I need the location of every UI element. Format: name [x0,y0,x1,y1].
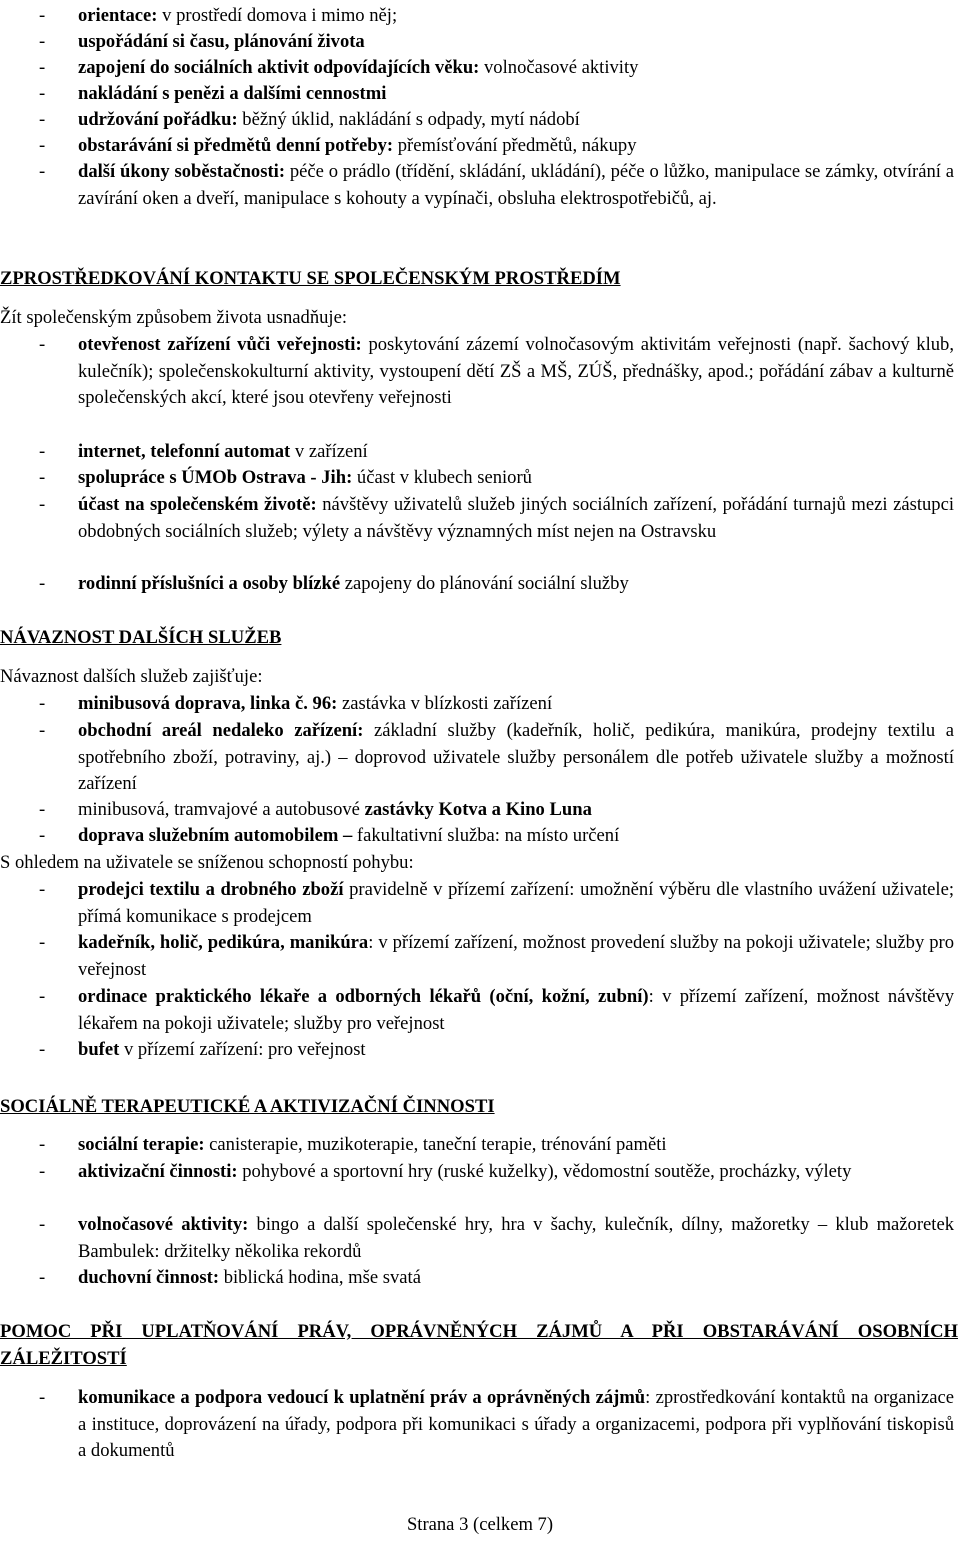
section-heading: NÁVAZNOST DALŠÍCH SLUŽEB [0,627,282,648]
document-page: - orientace: v prostředí domova i mimo něj; - uspořádání si času, plánování života - zapojení do sociálních aktivit odpovídajících věku: volnočasové aktivity - nakládání s penězi a dalšími cennostmi - udržování pořádku: běžný úklid, nakládání s odpady, mytí nádobí - obstarávání si předmětů denní potřeby: přemísťování předmětů, nákupy - další úkony soběstačnosti: péče o prádlo (třídění, skládání, ukládání), péče o lůžko, manipulace se zámky, otvírání a zavírání oken a dveří, manipulace s kohouty a vypínači, obsluha elektrospotřebičů, aj. ZPROSTŘEDKOVÁNÍ KONTAKTU SE SPOLEČENSKÝM PROSTŘEDÍM Žít společenským způsobem života usnadňuje: - otevřenost zařízení vůči veřejnosti: poskytování zázemí volnočasovým aktivitám veřejnosti (např. šachový klub, kulečník); společenskokulturní aktivity, vystoupení dětí ZŠ a MŠ, ZÚŠ, přednášky, apod.; pořádání zábav a kulturně společenských akcí, které jsou otevřeny veřejnosti - internet, telefonní automat v zařízení - spolupráce s ÚMOb Ostrava - Jih: účast v klubech seniorů - účast na společenském životě: návštěvy uživatelů služeb jiných sociálních zařízení, pořádání turnajů mezi zástupci obdobných sociálních služeb; výlety a návštěvy významných míst nejen na Ostravsku - rodinní příslušníci a osoby blízké zapojeny do plánování sociální služby NÁVAZNOST DALŠÍCH SLUŽEB Návaznost dalších služeb zajišťuje: - minibusová doprava, linka č. 96: zastávka v blízkosti zařízení - obchodní areál nedaleko zařízení: základní služby (kadeřník, holič, pedikúra, manikúra, prodejny textilu a spotřebního zboží, potraviny, aj.) – doprovod uživatele služby personálem dle potřeb uživatele služby a možností zařízení - minibusová, tramvajové a autobusové zastávky Kotva a Kino Luna - doprava služebním automobilem – fakultativní služba: na místo určení S ohledem na uživatele se sníženou schopností pohybu: - prodejci textilu a drobného zboží pravidelně v přízemí zařízení: umožnění výběru dle vlastního uvážení uživatele; přímá komunikace s prodejcem - kadeřník, holič, pedikúra, manikúra: v přízemí zařízení, možnost provedení služby na pokoji uživatele; služby pro veřejnost - ordinace praktického lékaře a odborných lékařů (oční, kožní, zubní): v přízemí zařízení, možnost návštěvy lékařem na pokoji uživatele; služby pro veřejnost - bufet v přízemí zařízení: pro veřejnost SOCIÁLNĚ TERAPEUTICKÉ A AKTIVIZAČNÍ ČINNOSTI - sociální terapie: canisterapie, muzikoterapie, taneční terapie, trénování paměti - aktivizační činnosti: pohybové a sportovní hry (ruské kuželky), vědomostní soutěže, procházky, výlety - volnočasové aktivity: bingo a další společenské hry, hra v šachy, kulečník, dílny, mažoretky – klub mažoretek Bambulek: držitelky několika rekordů - duchovní činnost: biblická hodina, mše svatá POMOC PŘI UPLATŇOVÁNÍ PRÁV, OPRÁVNĚNÝCH ZÁJMŮ A PŘI OBSTARÁVÁNÍ OSOBNÍCH ZÁLEŽITOSTÍ - komunikace a podpora vedoucí k uplatnění práv a oprávněných zájmů: zprostředkování kontaktů na organizace a instituce, doprovázení na úřady, podpora při komunikaci s úřady a organizacemi, podpora při vyplňování tiskopisů a dokumentů Strana 3 (celkem 7) [0,0,960,1550]
section-intro: S ohledem na uživatele se sníženou schopností pohybu: [0,852,414,873]
section-heading: POMOC PŘI UPLATŇOVÁNÍ PRÁV, OPRÁVNĚNÝCH ZÁJMŮ A PŘI OBSTARÁVÁNÍ OSOBNÍCH ZÁLEŽITOSTÍ [0,1321,958,1369]
section-heading: ZPROSTŘEDKOVÁNÍ KONTAKTU SE SPOLEČENSKÝM PROSTŘEDÍM [0,268,621,289]
section-intro: Návaznost dalších služeb zajišťuje: [0,666,263,687]
page-footer: Strana 3 (celkem 7) [406,1514,554,1535]
section-intro: Žít společenským způsobem života usnadňuje: [0,307,348,328]
section-heading: SOCIÁLNĚ TERAPEUTICKÉ A AKTIVIZAČNÍ ČINNOSTI [0,1096,495,1117]
